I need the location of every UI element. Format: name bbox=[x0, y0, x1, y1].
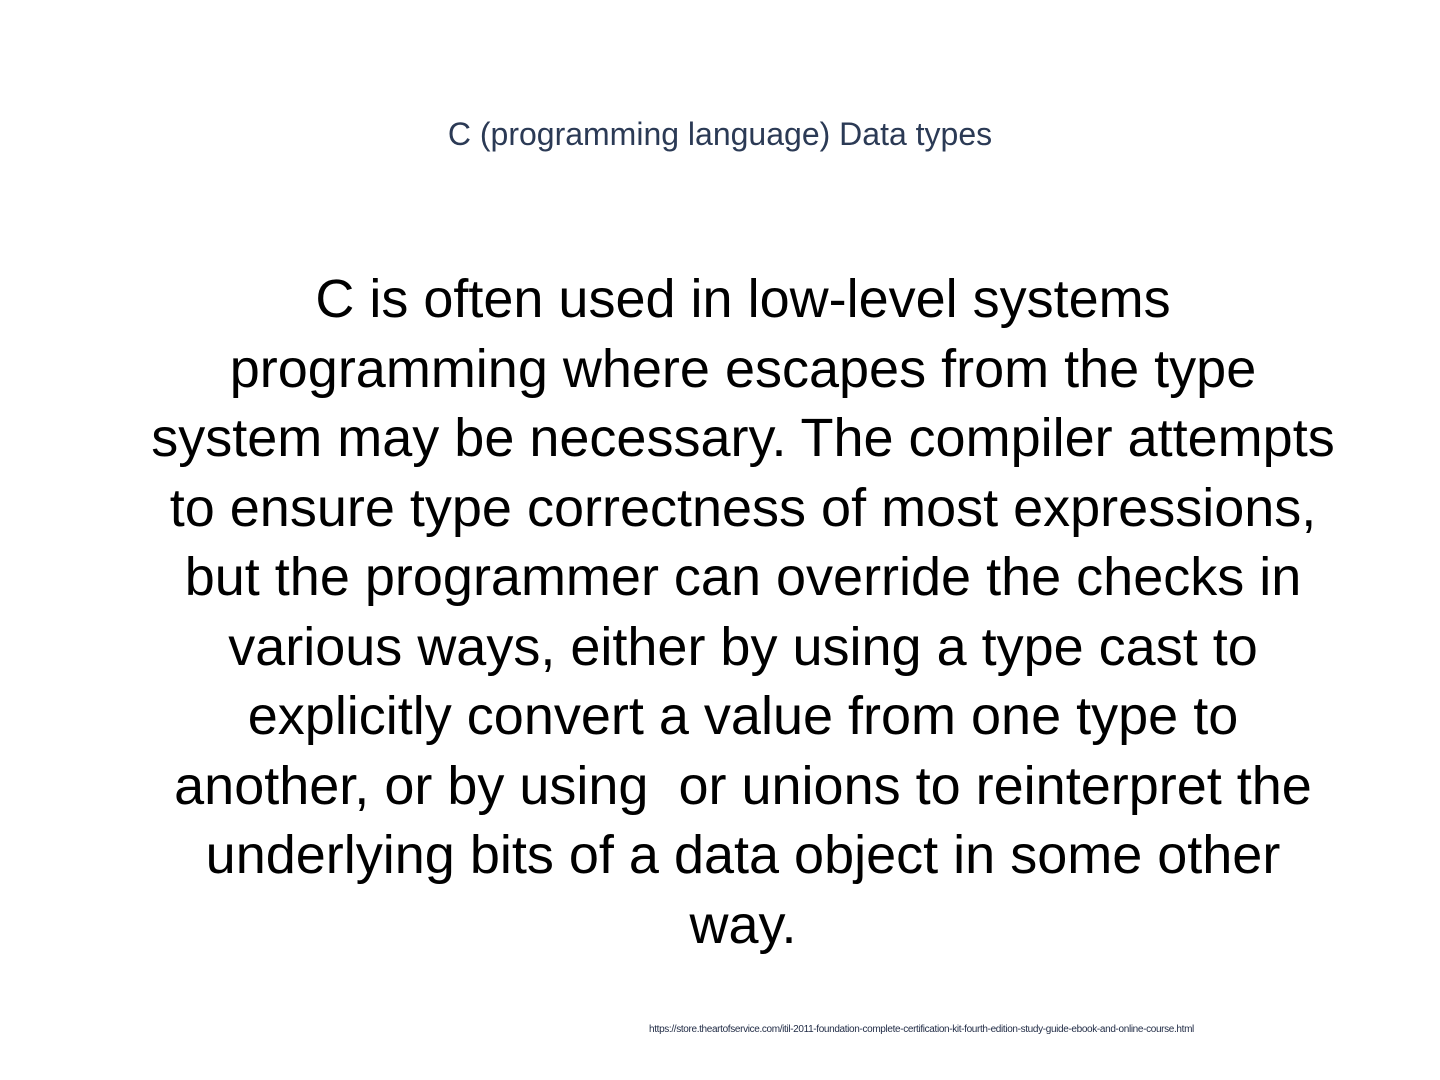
footer-url: https://store.theartofservice.com/itil-2011-foundation-complete-certification-kit-fourth-edition-study-guide-ebook-and-online-course.html bbox=[649, 1024, 1194, 1035]
slide-title: C (programming language) Data types bbox=[447, 116, 993, 152]
slide-body-text: C is often used in low-level systems programming where escapes from the type system may be necessary. The compiler attempts to ensure type correctness of most expressions, but the programmer can override the checks in various ways, either by using a type cast to explicitly convert a value from one type to another, or by using or unions to reinterpret the underlying bits of a data object in some other way. bbox=[151, 269, 1350, 955]
